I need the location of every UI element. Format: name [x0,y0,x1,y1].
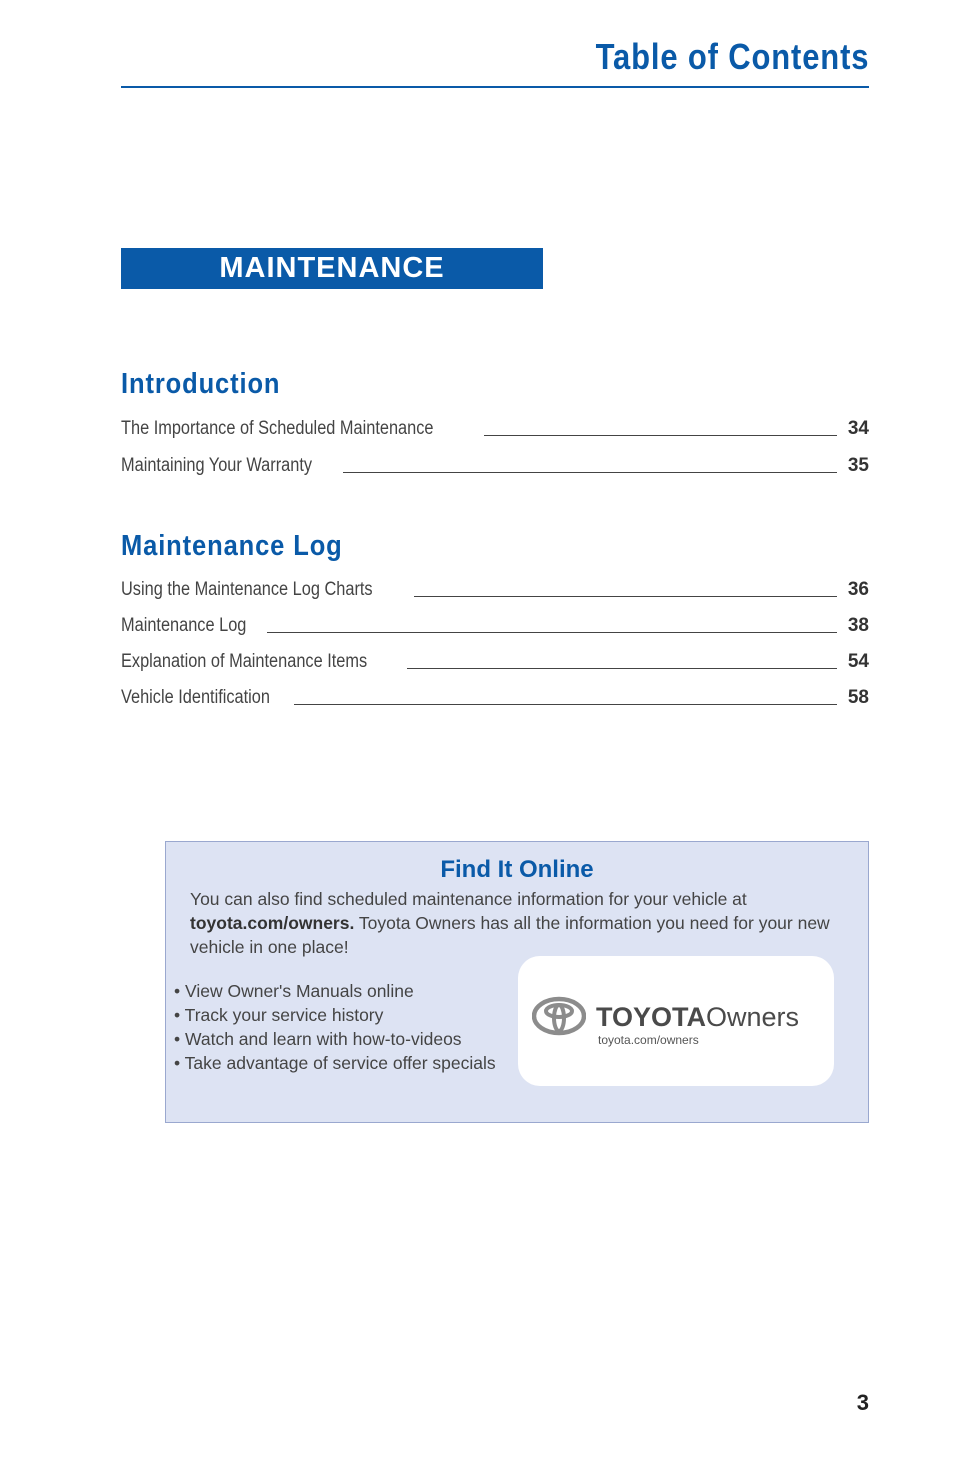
owners-site-link[interactable]: toyota.com/owners. [190,913,355,933]
toc-entry-label: Using the Maintenance Log Charts [121,579,373,600]
toc-entry-label: Explanation of Maintenance Items [121,651,368,672]
section-banner: MAINTENANCE INFORMATION [121,248,543,289]
owners-text: Owners [706,1002,800,1032]
toc-entry-label: Vehicle Identification [121,687,270,708]
group-heading-introduction: Introduction [121,368,281,400]
toc-leader-line [414,596,837,597]
title-rule [121,86,869,88]
toc-leader-line [267,632,837,633]
feature-list-item: • Take advantage of service offer specials [174,1053,496,1073]
toc-entry-label: Maintaining Your Warranty [121,455,313,476]
toc-leader-line [407,668,837,669]
toc-entry[interactable] [121,649,869,673]
toyota-owners-logo[interactable] [518,956,834,1086]
toc-leader-line [484,435,837,436]
toc-entry-label: Maintenance Log [121,615,247,636]
toc-entry-page: 35 [847,455,869,476]
group-heading-maintenance-log: Maintenance Log [121,530,343,562]
find-it-online-intro: You can also find scheduled maintenance information for your vehicle at [190,889,747,909]
toc-entry[interactable] [121,453,869,477]
page-number: 3 [856,1390,869,1415]
feature-list-item: • Watch and learn with how-to-videos [174,1029,462,1049]
toc-entry-page: 38 [847,615,869,636]
feature-list [174,979,496,1075]
toc-leader-line [294,704,837,705]
toc-entry-page: 54 [847,651,869,672]
toc-entry-page: 36 [847,579,869,600]
toyota-owners-url: toyota.com/owners [598,1033,699,1047]
toyota-owners-wordmark [596,1002,799,1033]
feature-list-item: • View Owner's Manuals online [174,981,414,1001]
toc-entry-label: The Importance of Scheduled Maintenance [121,418,434,439]
find-it-online-rest: Toyota Owners has all the information you need for your new vehicle in one place! [190,913,830,957]
toc-entry-page: 34 [847,418,869,439]
toc-entry[interactable] [121,613,869,637]
toyota-brand-text: TOYOTA [596,1002,707,1032]
toc-entry[interactable] [121,685,869,709]
toc-entry[interactable] [121,577,869,601]
toyota-emblem-icon [532,996,586,1036]
find-it-online-text [190,887,830,959]
find-it-online-title: Find It Online [440,856,594,883]
find-it-online-panel [165,841,869,1123]
page-title: Table of Contents [595,36,869,77]
toc-leader-line [343,472,837,473]
toc-entry-page: 58 [847,687,869,708]
feature-list-item: • Track your service history [174,1005,384,1025]
toc-entry[interactable] [121,416,869,440]
